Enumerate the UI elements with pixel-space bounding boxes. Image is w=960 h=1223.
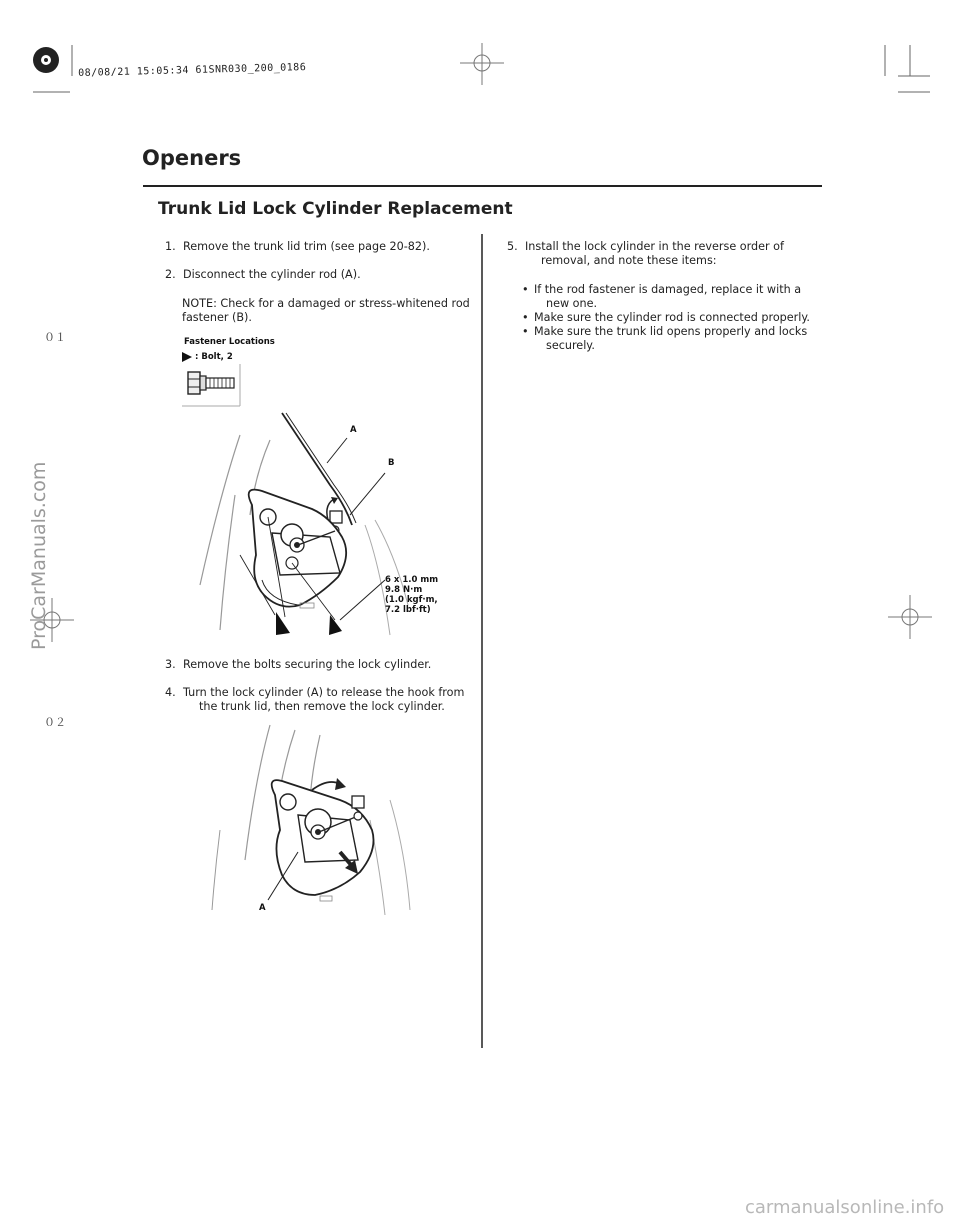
page-title: Openers (142, 146, 242, 170)
crosshair-icon (888, 595, 932, 639)
list-item-line: new one. (546, 297, 598, 310)
step-4 (165, 686, 475, 714)
torque-spec-line: 7.2 lbf·ft) (385, 605, 431, 615)
list-item-line: If the rod fastener is damaged, replace it with a (534, 283, 802, 296)
step-number: 2. (165, 268, 176, 281)
step-text-line: the trunk lid, then remove the lock cylinder. (199, 700, 445, 713)
crosshair-icon (460, 43, 504, 85)
list-item (522, 311, 822, 325)
step-text: Disconnect the cylinder rod (A). (183, 268, 361, 281)
step-text-line: Install the lock cylinder in the reverse order of (525, 240, 784, 253)
step-text: Remove the bolts securing the lock cylinder. (183, 658, 432, 671)
list-item (522, 283, 822, 311)
step-text: Remove the trunk lid trim (see page 20-82). (183, 240, 430, 253)
step-text (183, 686, 464, 714)
step-text-line: removal, and note these items: (541, 254, 717, 267)
step-number: 4. (165, 686, 176, 699)
fastener-legend-title: Fastener Locations (184, 337, 275, 347)
note-line: fastener (B). (182, 311, 252, 324)
step-3 (165, 658, 465, 672)
step-2 (165, 268, 465, 282)
side-watermark: ProCarManuals.com (28, 461, 50, 650)
list-item-line: Make sure the trunk lid opens properly and locks (534, 325, 808, 338)
margin-marker-02: ０２ (44, 716, 66, 729)
registration-target-icon (33, 47, 59, 73)
step-number: 5. (507, 240, 518, 253)
step-text-line: Turn the lock cylinder (A) to release the hook from (183, 686, 465, 699)
callout-b: B (388, 458, 395, 468)
footer-watermark: carmanualsonline.info (745, 1197, 945, 1218)
bolt-icon (180, 362, 242, 410)
section-title: Trunk Lid Lock Cylinder Replacement (158, 199, 513, 219)
torque-spec (385, 575, 438, 615)
bolt-marker-icon (329, 615, 342, 635)
print-stamp: 08/08/21 15:05:34 61SNR030_200_0186 (78, 62, 307, 79)
torque-spec-line: (1.0 kgf·m, (385, 595, 438, 605)
torque-spec-line: 9.8 N·m (385, 585, 423, 595)
step-text (525, 240, 784, 268)
step-number: 3. (165, 658, 176, 671)
fastener-legend-item: : Bolt, 2 (195, 352, 233, 362)
step-number: 1. (165, 240, 176, 253)
list-item-line: Make sure the cylinder rod is connected properly. (534, 311, 810, 324)
note-line: NOTE: Check for a damaged or stress-whitened rod (182, 297, 470, 310)
install-checklist (522, 283, 822, 353)
margin-marker-01: ０１ (44, 331, 66, 344)
list-item-line: securely. (546, 339, 595, 352)
note (182, 297, 482, 325)
list-item (522, 325, 822, 353)
callout-a: A (350, 425, 357, 435)
step-1 (165, 240, 465, 254)
bolt-marker-icon (276, 612, 290, 635)
callout-a: A (259, 903, 266, 913)
lock-cylinder-removal-illustration (200, 720, 460, 920)
step-5 (507, 240, 817, 268)
torque-spec-line: 6 x 1.0 mm (385, 575, 439, 585)
